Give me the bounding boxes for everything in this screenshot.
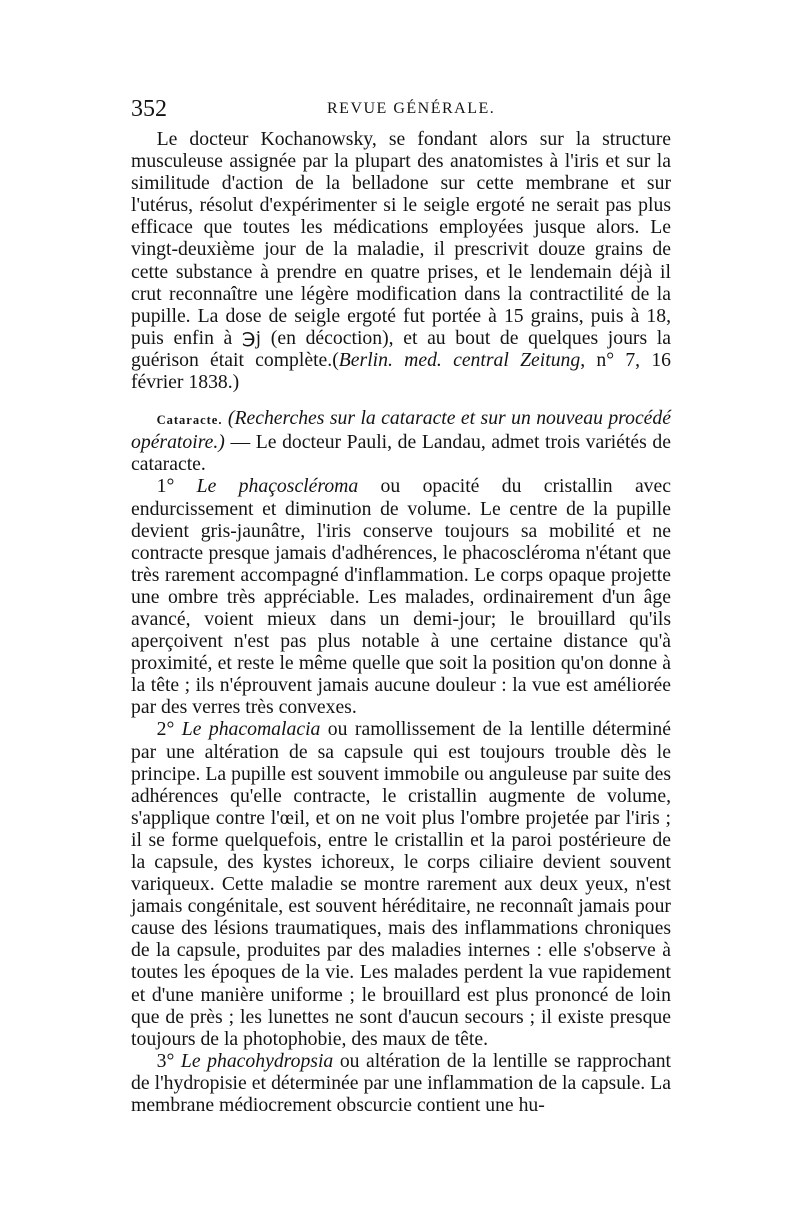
variety-1-number: 1° — [156, 475, 175, 498]
cataracte-intro: — Le docteur Pauli, de Landau, admet trois variétés de cataracte. — [131, 431, 671, 476]
variety-2-text: ou ramollissement de la lentille déterminé par une altération de sa capsule qui est toujours trouble dès le principe. La pupille est souvent immobile ou anguleuse par suite des adhérences qu'elle contracte, le cristallin augmente de volume, s'applique contre l'œil, et on ne voit plus l'ombre projetée par l'iris ; il se forme quelquefois, entre le cristallin et la paroi postérieure de la capsule, des kystes ichoreux, le corps ciliaire devient souvent variqueux. Cette maladie se montre rarement aux deux yeux, n'est jamais congénitale, est souvent héréditaire, ne reconnaît jamais pour cause des lésions traumatiques, mais des inflammations chroniques de la capsule, produites par des maladies internes : elle s'observe à toutes les époques de la vie. Les malades perdent la vue rapidement et d'une manière uniforme ; le brouillard est plus prononcé de loin que de près ; les lunettes ne sont d'aucun secours ; il existe presque toujours de la photophobie, des maux de tête. — [131, 718, 671, 1050]
variety-2-paragraph — [131, 718, 671, 1049]
variety-3-term: Le phacohydropsia — [180, 1049, 334, 1072]
variety-3-text: ou altération de la lentille se rapprochant de l'hydropisie et déterminée par une inflammation de la capsule. La membrane médiocrement obscurcie contient une hu- — [131, 1049, 672, 1117]
body-text — [131, 128, 671, 1116]
kochanowsky-text: Le docteur Kochanowsky, se fondant alors sur la structure musculeuse assignée par la plupart des anatomistes à l'iris et sur la similitude d'action de la belladone sur cette membrane et sur l'utérus, résolut d'expérimenter si le seigle ergoté ne serait pas plus efficace que toutes les médications employées jusque alors. Le vingt-deuxième jour de la maladie, il prescrivit douze grains de cette substance à prendre en quatre prises, et le lendemain déjà il crut reconnaître une légère modification dans la contractilité de la pupille. La dose de seigle ergoté fut portée à 15 grains, puis à 18, puis enfin à ℈j (en décoction), et au bout de quelques jours la guérison était complète. — [131, 128, 671, 371]
variety-3-paragraph — [131, 1050, 671, 1116]
variety-2-number: 2° — [156, 718, 175, 741]
kochanowsky-paragraph — [131, 128, 671, 393]
citation-details: , n° 7, 16 février 1838.) — [131, 348, 672, 394]
variety-3-number: 3° — [156, 1049, 175, 1072]
page-number: 352 — [131, 96, 167, 122]
citation-journal: Berlin. med. central Zeitung — [338, 348, 581, 371]
variety-2-term: Le phacomalacia — [181, 718, 321, 741]
variety-1-paragraph — [131, 475, 671, 718]
cataracte-heading: Cataracte. — [156, 413, 223, 428]
running-head — [131, 96, 671, 122]
variety-1-text: ou opacité du cristallin avec endurcissement et diminution de volume. Le centre de la pupille devient gris-jaunâtre, l'iris conserve toujours sa mobilité et ne contracte presque jamais d'adhérences, le phacoscléroma n'étant que très rarement accompagné d'inflammation. Le corps opaque projette une ombre très appréciable. Les malades, ordinairement d'un âge avancé, voient mieux dans un demi-jour; le brouillard qu'ils aperçoivent n'est pas plus notable à une certaine distance qu'à proximité, et reste le même quelle que soit la position qu'on donne à la tête ; ils n'éprouvent jamais aucune douleur : la vue est améliorée par des verres très convexes. — [131, 475, 672, 719]
citation-open: ( — [332, 348, 339, 371]
running-title: REVUE GÉNÉRALE. — [327, 100, 496, 117]
cataracte-paragraph — [131, 407, 671, 475]
variety-1-term: Le phaçoscléroma — [196, 475, 359, 498]
cataracte-subtitle: (Recherches sur la cataracte et sur un nouveau procédé opératoire.) — [131, 407, 671, 454]
